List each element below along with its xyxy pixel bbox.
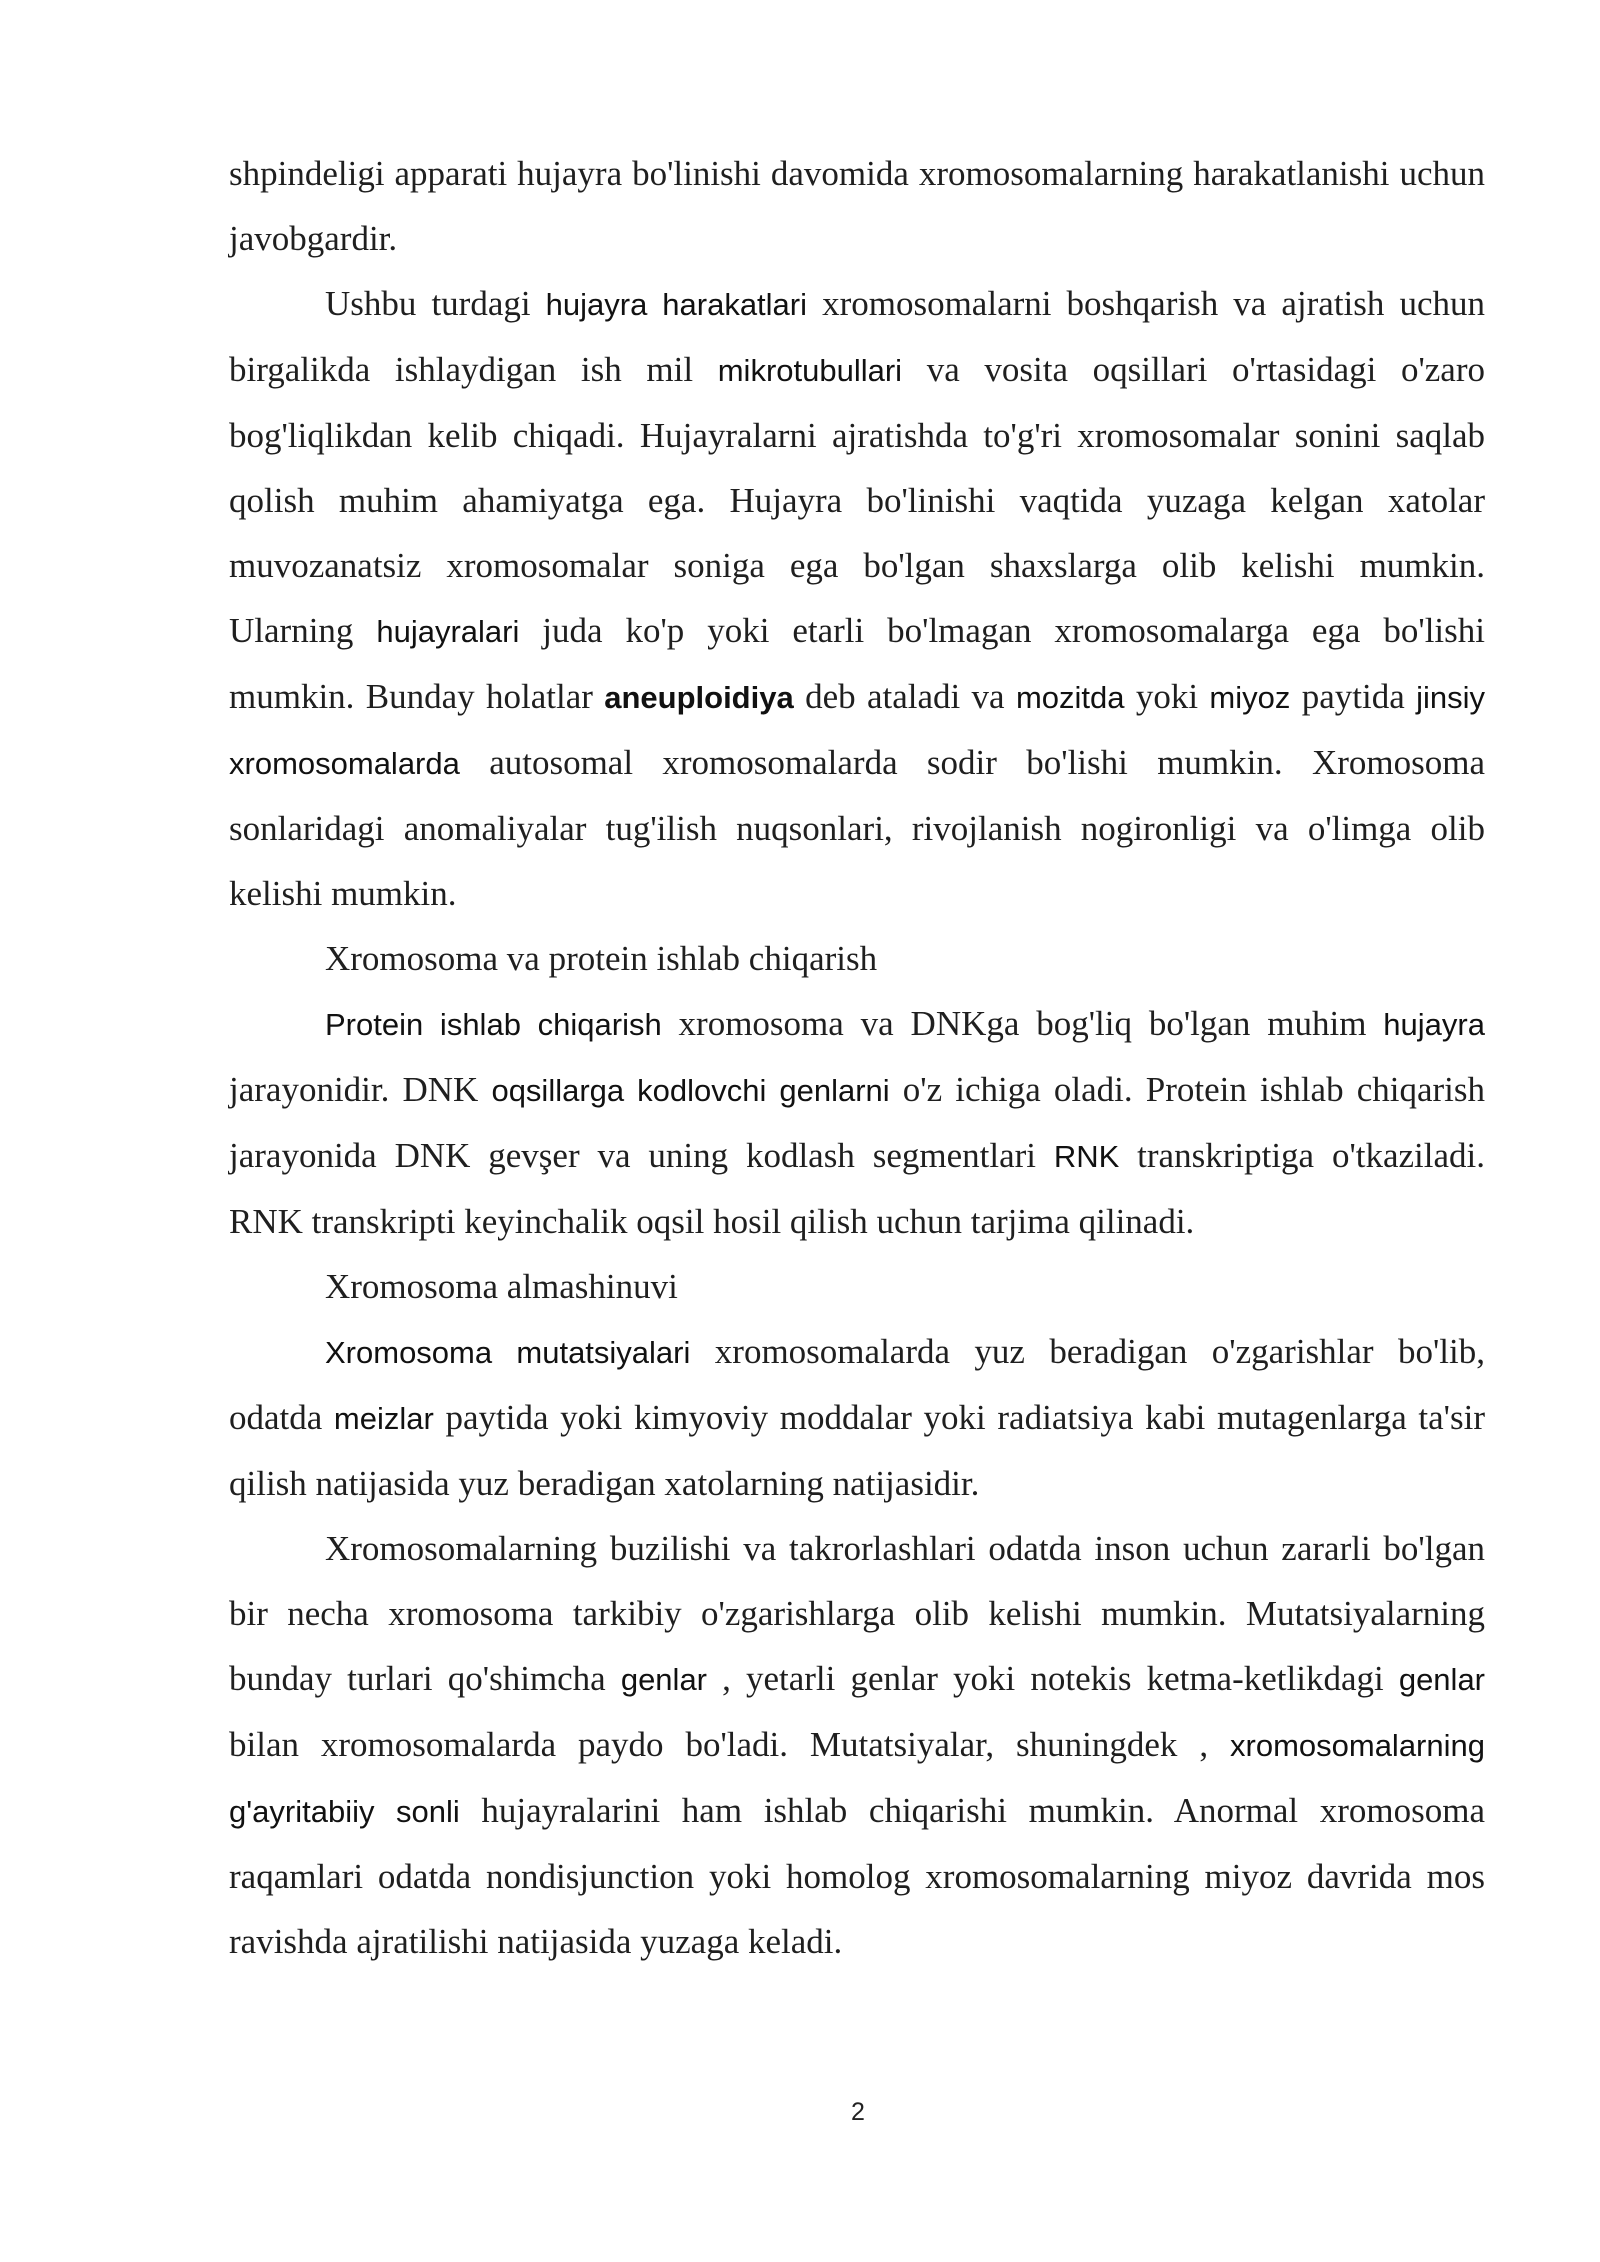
text-run: shpindeligi apparati hujayra bo'linishi davomida xromosomalarning harakatlanishi uchun javobgardir.: [229, 154, 1485, 258]
text-run: autosomal xromosomalarda sodir bo'lishi mumkin. Xromosoma sonlaridagi anomaliyalar tug'ilish nuqsonlari, rivojlanish nogironligi va o'limga olib kelishi mumkin.: [229, 743, 1485, 913]
text-run: yoki: [1124, 677, 1210, 716]
term-link[interactable]: hujayra: [1383, 1007, 1485, 1042]
term-link[interactable]: miyoz: [1209, 680, 1291, 715]
term-link[interactable]: jinsiy xromosomalarda: [229, 680, 1485, 781]
text-run: va vosita oqsillari o'rtasidagi o'zaro bog'liqlikdan kelib chiqadi. Hujayralarni ajratishda to'g'ri xromosomalar sonini saqlab qolish muhim ahamiyatga ega. Hujayra bo'linishi vaqtida yuzaga kelgan xatolar muvozanatsiz xromosomalar soniga ega bo'lgan shaxslarga olib kelishi mumkin. Ularning: [229, 350, 1485, 650]
text-run: o'z ichiga oladi. Protein ishlab chiqarish jarayonida DNK gevşer va uning kodlash segmentlari: [229, 1070, 1485, 1175]
text-run: juda ko'p yoki etarli bo'lmagan xromosomalarga ega bo'lishi mumkin. Bunday holatlar: [229, 611, 1485, 716]
text-run: xromosomalarni boshqarish va ajratish uchun birgalikda ishlaydigan ish mil: [229, 284, 1485, 389]
text-run: paytida yoki kimyoviy moddalar yoki radiatsiya kabi mutagenlarga ta'sir qilish natijasida yuz beradigan xatolarning natijasidir.: [229, 1398, 1485, 1503]
term-link[interactable]: hujayra harakatlari: [545, 287, 808, 322]
paragraph-2: [229, 271, 1485, 926]
text-run: xromosomalarda yuz beradigan o'zgarishlar bo'lib, odatda: [229, 1332, 1485, 1437]
text-run: hujayralarini ham ishlab chiqarishi mumkin. Anormal xromosoma raqamlari odatda nondisjunction yoki homolog xromosomalarning miyoz davrida mos ravishda ajratilishi natijasida yuzaga keladi.: [229, 1791, 1485, 1961]
term-link[interactable]: Protein ishlab chiqarish: [325, 1007, 662, 1042]
term-link[interactable]: genlar: [620, 1662, 708, 1697]
term-link[interactable]: mikrotubullari: [717, 353, 903, 388]
text-run: transkriptiga o'tkaziladi. RNK transkripti keyinchalik oqsil hosil qilish uchun tarjima qilinadi.: [229, 1136, 1485, 1241]
term-link[interactable]: meizlar: [333, 1401, 434, 1436]
term-link[interactable]: mozitda: [1015, 680, 1125, 715]
text-run: , yetarli genlar yoki notekis ketma-ketlikdagi: [707, 1659, 1399, 1698]
term-link[interactable]: RNK: [1053, 1139, 1120, 1174]
text-run: Xromosomalarning buzilishi va takrorlashlari odatda inson uchun zararli bo'lgan bir necha xromosoma tarkibiy o'zgarishlarga olib kelishi mumkin. Mutatsiyalarning bunday turlari qo'shimcha: [229, 1529, 1485, 1698]
text-run: jarayonidir. DNK: [229, 1070, 492, 1109]
term-link[interactable]: oqsillarga kodlovchi genlarni: [491, 1073, 890, 1108]
term-link[interactable]: genlar: [1398, 1662, 1486, 1697]
text-run: bilan xromosomalarda paydo bo'ladi. Mutatsiyalar, shuningdek ,: [229, 1725, 1230, 1764]
section-heading: Xromosoma almashinuvi: [325, 1267, 678, 1306]
paragraph-1: [229, 141, 1485, 271]
term-link[interactable]: Xromosoma mutatsiyalari: [325, 1335, 691, 1370]
text-run: xromosoma va DNKga bog'liq bo'lgan muhim: [661, 1004, 1384, 1043]
term-link[interactable]: xromosomalarning g'ayritabiiy sonli: [229, 1728, 1485, 1829]
page-body: [229, 141, 1485, 1974]
page-number: 2: [851, 2098, 865, 2126]
paragraph-4: [229, 1319, 1485, 1516]
text-run: deb ataladi va: [793, 677, 1016, 716]
term-link-bold[interactable]: aneuploidiya: [604, 680, 794, 715]
text-run: paytida: [1290, 677, 1417, 716]
term-link[interactable]: hujayralari: [376, 614, 520, 649]
section-heading: Xromosoma va protein ishlab chiqarish: [325, 939, 878, 978]
paragraph-3: [229, 991, 1485, 1254]
text-run: Ushbu turdagi: [325, 284, 546, 323]
paragraph-5: [229, 1516, 1485, 1974]
